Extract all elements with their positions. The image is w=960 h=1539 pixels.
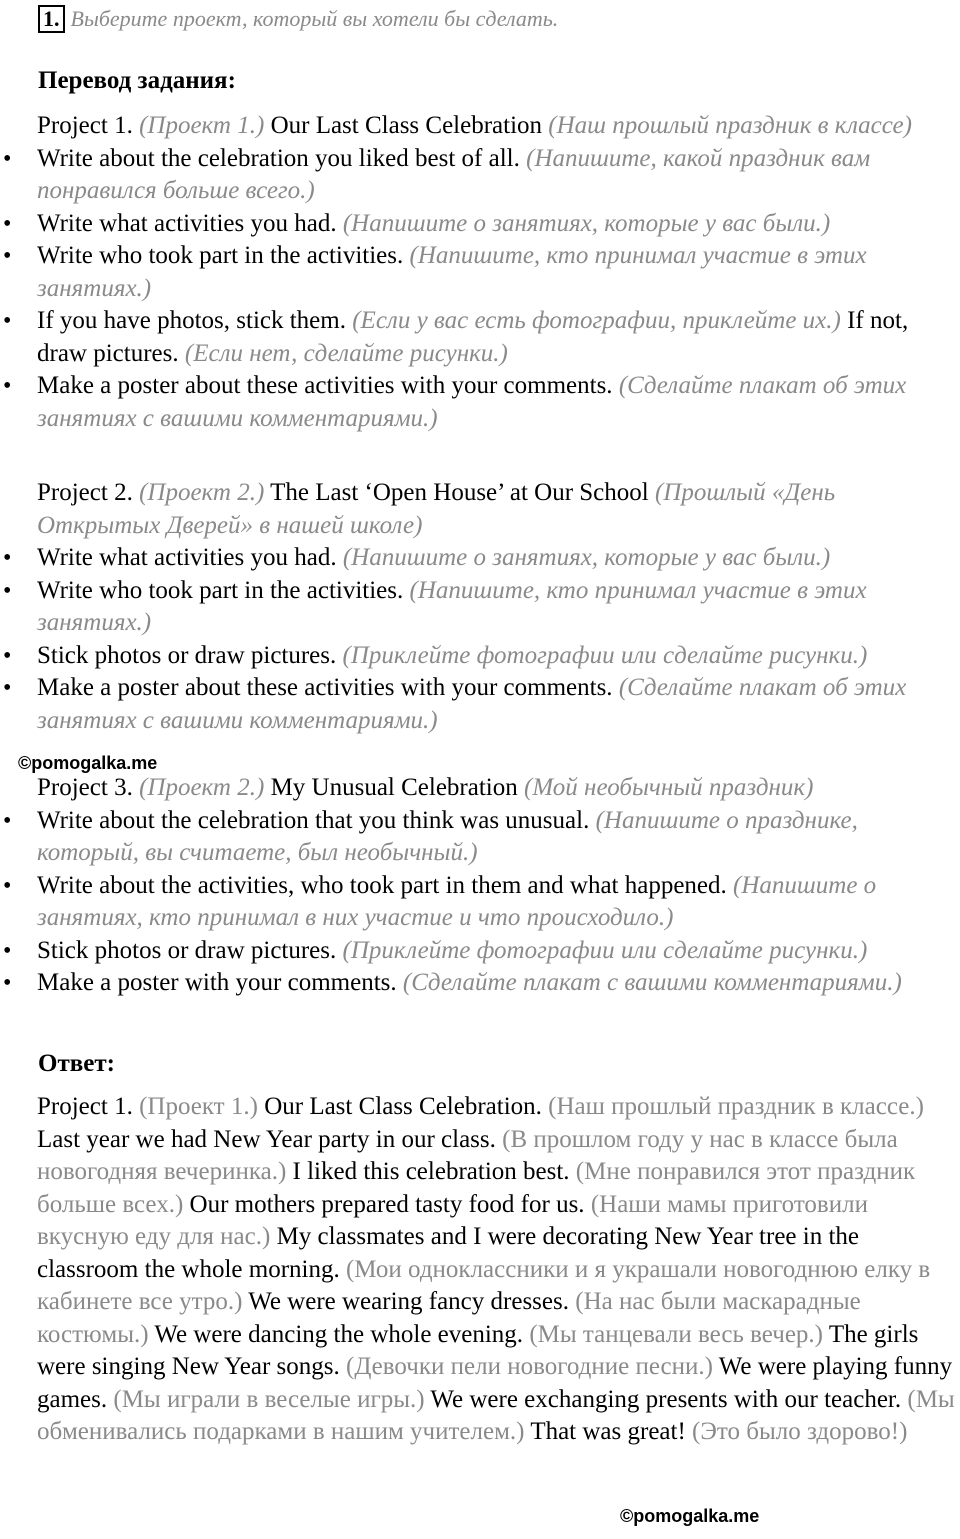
sentence: My classmates and I were decorating New Year tree in the classroom the whole morning. bbox=[37, 1223, 860, 1283]
translation-heading: Перевод задания: bbox=[38, 67, 236, 94]
item-text: Make a poster about these activities with your comments. bbox=[37, 372, 613, 399]
project-title bbox=[37, 477, 959, 542]
sentence: That was great! bbox=[530, 1418, 686, 1445]
list-item bbox=[37, 575, 959, 640]
item-translation: (Сделайте плакат об этих занятиях с вашими комментариями.) bbox=[37, 372, 907, 432]
sentence-translation: (Мы танцевали весь вечер.) bbox=[529, 1320, 823, 1348]
list-item bbox=[37, 935, 959, 968]
project-name-translation: (Мой необычный праздник) bbox=[524, 774, 814, 801]
project-title bbox=[37, 772, 959, 805]
sentence-translation: (В прошлом году у нас в классе была новогодняя вечеринка.) bbox=[37, 1125, 898, 1185]
project-name: My Unusual Celebration bbox=[270, 774, 518, 801]
project-name-translation: (Прошлый «День Открытых Дверей» в нашей школе) bbox=[37, 479, 836, 539]
sentence-translation: (Это было здорово!) bbox=[692, 1418, 908, 1445]
item-translation: (Напишите о занятиях, кто принимал в них участие и что происходило.) bbox=[37, 871, 877, 931]
item-text: Write about the celebration you liked best of all. bbox=[37, 144, 520, 172]
sentence-translation: (Мои одноклассники и я украшали новогоднюю елку в кабинете все утро.) bbox=[37, 1255, 931, 1315]
item-text: Write about the celebration that you think was unusual. bbox=[37, 806, 590, 834]
answer-paragraph bbox=[37, 1124, 959, 1449]
item-text: Make a poster with your comments. bbox=[37, 969, 397, 996]
item-translation: (Сделайте плакат с вашими комментариями.) bbox=[402, 969, 902, 996]
item-translation: (Напишите, какой праздник вам понравился больше всего.) bbox=[37, 144, 871, 204]
list-item bbox=[37, 672, 959, 737]
project-name: Our Last Class Celebration bbox=[270, 112, 543, 139]
task-line bbox=[38, 4, 558, 34]
watermark: ©pomogalka.me bbox=[18, 753, 158, 773]
project-label-translation: (Проект 1.) bbox=[139, 112, 265, 139]
list-item bbox=[37, 370, 959, 435]
item-translation: (Приклейте фотографии или сделайте рисунки.) bbox=[342, 936, 868, 964]
list-item bbox=[37, 967, 959, 1000]
item-translation: (Напишите, кто принимал участие в этих занятиях.) bbox=[37, 576, 867, 636]
task-list bbox=[37, 143, 959, 436]
list-item bbox=[37, 143, 959, 208]
sentence-translation: (Мне понравился этот праздник больше всех.) bbox=[37, 1158, 916, 1218]
list-item bbox=[37, 640, 959, 673]
item-text: Stick photos or draw pictures. bbox=[37, 641, 337, 669]
task-list bbox=[37, 805, 959, 1000]
item-text: Make a poster about these activities with your comments. bbox=[37, 674, 613, 701]
item-text: Write what activities you had. bbox=[37, 544, 337, 571]
answer-heading: Ответ: bbox=[38, 1050, 115, 1077]
list-item bbox=[37, 305, 959, 370]
item-translation: (Напишите, кто принимал участие в этих занятиях.) bbox=[37, 242, 867, 302]
sentence: Last year we had New Year party in our class. bbox=[37, 1125, 496, 1153]
sentence: We were playing funny games. bbox=[37, 1353, 953, 1413]
item-text: If not, draw pictures. bbox=[37, 307, 909, 367]
sentence-translation: (Девочки пели новогодние песни.) bbox=[346, 1353, 713, 1380]
list-item bbox=[37, 240, 959, 305]
list-item bbox=[37, 805, 959, 870]
project-3 bbox=[37, 772, 959, 1000]
item-translation: (Сделайте плакат об этих занятиях с вашими комментариями.) bbox=[37, 674, 907, 734]
item-text: Write about the activities, who took part in them and what happened. bbox=[37, 871, 727, 899]
item-text: Stick photos or draw pictures. bbox=[37, 936, 337, 964]
task-number: 1. bbox=[38, 5, 65, 33]
item-text: If you have photos, stick them. bbox=[37, 307, 346, 334]
item-text: Write who took part in the activities. bbox=[37, 576, 404, 604]
sentence-translation: (Мы играли в веселые игры.) bbox=[113, 1385, 425, 1413]
project-label-translation: (Проект 2.) bbox=[139, 479, 265, 506]
project-title bbox=[37, 110, 959, 143]
project-1 bbox=[37, 110, 959, 435]
sentence: The girls were singing New Year songs. bbox=[37, 1320, 919, 1380]
list-item bbox=[37, 542, 959, 575]
item-translation: (Если у вас есть фотографии, приклейте их.) bbox=[352, 307, 841, 334]
answer-name-translation: (Наш прошлый праздник в классе.) bbox=[548, 1093, 924, 1120]
watermark-bottom: ©pomogalka.me bbox=[620, 1506, 760, 1526]
project-name: The Last ‘Open House’ at Our School bbox=[270, 479, 649, 506]
sentence: Our mothers prepared tasty food for us. bbox=[189, 1190, 585, 1218]
list-item bbox=[37, 870, 959, 935]
sentence-translation: (Наши мамы приготовили вкусную еду для нас.) bbox=[37, 1190, 868, 1250]
item-text: Write what activities you had. bbox=[37, 209, 337, 237]
answer-text bbox=[37, 1091, 959, 1449]
project-label-translation: (Проект 2.) bbox=[139, 774, 265, 801]
item-translation: (Напишите о занятиях, которые у вас были.) bbox=[342, 209, 831, 237]
item-translation: (Напишите о празднике, который, вы считаете, был необычный.) bbox=[37, 806, 858, 866]
sentence-translation: (Мы обменивались подарками в нашим учителем.) bbox=[37, 1385, 955, 1445]
project-label: Project 3. bbox=[37, 774, 133, 801]
task-list bbox=[37, 542, 959, 737]
item-translation: (Напишите о занятиях, которые у вас были.) bbox=[342, 544, 831, 571]
item-translation: (Приклейте фотографии или сделайте рисунки.) bbox=[342, 641, 868, 669]
project-label: Project 2. bbox=[37, 479, 133, 506]
sentence: We were dancing the whole evening. bbox=[154, 1320, 524, 1348]
answer-label-translation: (Проект 1.) bbox=[139, 1093, 258, 1120]
answer-title bbox=[37, 1091, 959, 1124]
sentence: We were exchanging presents with our teacher. bbox=[430, 1385, 902, 1413]
answer-name: Our Last Class Celebration. bbox=[264, 1093, 542, 1120]
sentence-translation: (На нас были маскарадные костюмы.) bbox=[37, 1288, 861, 1348]
project-2 bbox=[37, 477, 959, 737]
item-translation: (Если нет, сделайте рисунки.) bbox=[184, 339, 508, 367]
project-name-translation: (Наш прошлый праздник в классе) bbox=[548, 112, 912, 139]
list-item bbox=[37, 208, 959, 241]
task-instruction: Выберите проект, который вы хотели бы сделать. bbox=[70, 6, 559, 31]
item-text: Write who took part in the activities. bbox=[37, 242, 404, 269]
answer-label: Project 1. bbox=[37, 1093, 133, 1120]
project-label: Project 1. bbox=[37, 112, 133, 139]
sentence: We were wearing fancy dresses. bbox=[248, 1288, 569, 1315]
sentence: I liked this celebration best. bbox=[292, 1158, 570, 1185]
